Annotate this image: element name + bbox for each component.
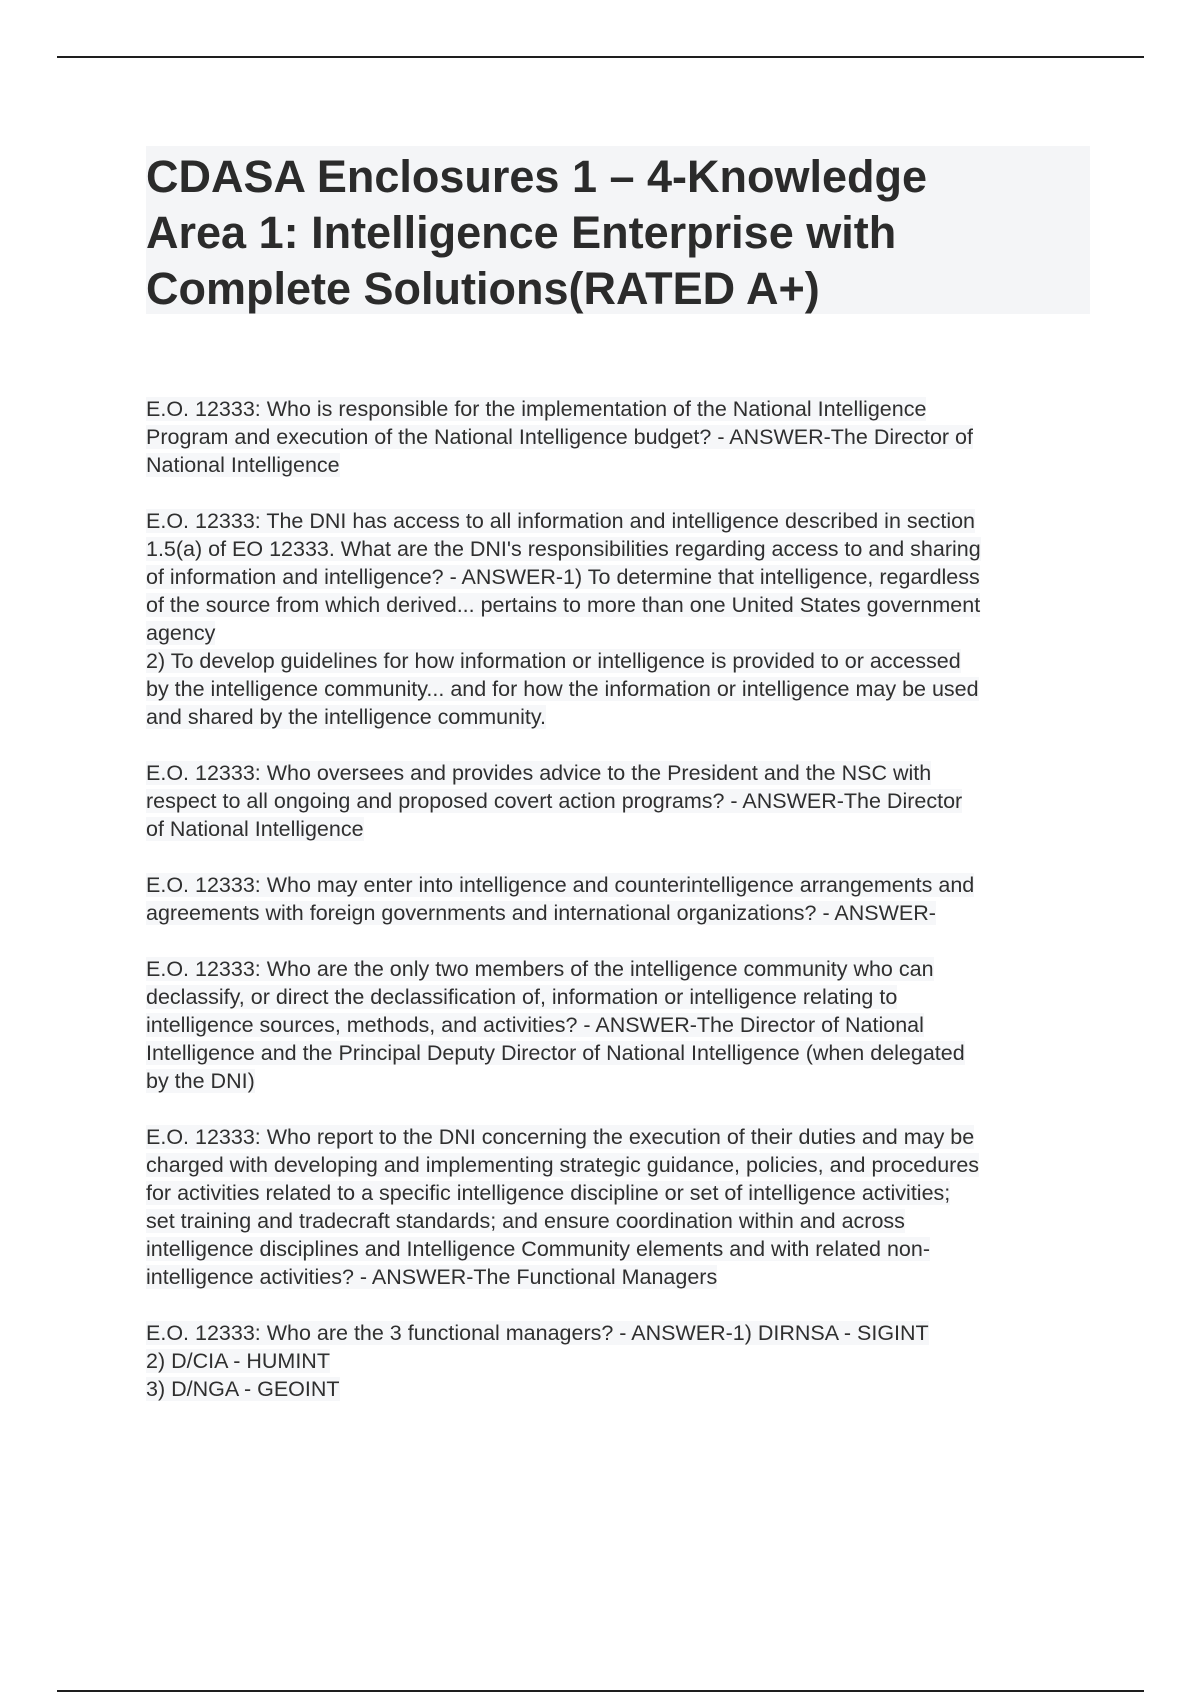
qa-entry <box>146 1319 1090 1403</box>
qa-entry <box>146 955 1090 1095</box>
document-title: CDASA Enclosures 1 – 4-Knowledge Area 1: Intelligence Enterprise with Complete Solutions(RATED A+) <box>146 151 928 314</box>
qa-entry-text: E.O. 12333: Who is responsible for the implementation of the National Intelligence Program and execution of the National Intelligence budget? - ANSWER-The Director of National Intelligence <box>146 397 973 477</box>
qa-entry <box>146 507 1090 731</box>
header-rule <box>57 56 1144 58</box>
qa-entry-text: E.O. 12333: Who may enter into intelligence and counterintelligence arrangements and agreements with foreign governments and international organizations? - ANSWER- <box>146 873 975 925</box>
qa-entry <box>146 395 1090 479</box>
qa-entry <box>146 759 1090 843</box>
footer-rule <box>57 1690 1144 1692</box>
qa-list <box>146 395 1090 1431</box>
qa-entry-text: E.O. 12333: Who are the only two members of the intelligence community who can declassify, or direct the declassification of, information or intelligence relating to intelligence sources, methods, and activities? - ANSWER-The Director of National Intelligence and the Principal Deputy Director of National Intelligence (when delegated by the DNI) <box>146 957 965 1093</box>
qa-entry <box>146 871 1090 927</box>
qa-entry-text: E.O. 12333: Who report to the DNI concerning the execution of their duties and may be charged with developing and implementing strategic guidance, policies, and procedures for activities related to a specific intelligence discipline or set of intelligence activities; set training and tradecraft standards; and ensure coordination within and across intelligence disciplines and Intelligence Community elements and with related non- intelligence activities? - ANSWER-The Functional Managers <box>146 1125 980 1289</box>
qa-entry-text: E.O. 12333: The DNI has access to all information and intelligence described in section 1.5(a) of EO 12333. What are the DNI's responsibilities regarding access to and sharing of information and intelligence? - ANSWER-1) To determine that intelligence, regardless of the source from which derived... pertains to more than one United States government agency 2) To develop guidelines for how information or intelligence is provided to or accessed by the intelligence community... and for how the information or intelligence may be used and shared by the intelligence community. <box>146 509 981 729</box>
qa-entry-text: E.O. 12333: Who oversees and provides advice to the President and the NSC with respect to all ongoing and proposed covert action programs? - ANSWER-The Director of National Intelligence <box>146 761 963 841</box>
qa-entry-text: E.O. 12333: Who are the 3 functional managers? - ANSWER-1) DIRNSA - SIGINT 2) D/CIA - HUMINT 3) D/NGA - GEOINT <box>146 1321 929 1401</box>
qa-entry <box>146 1123 1090 1291</box>
